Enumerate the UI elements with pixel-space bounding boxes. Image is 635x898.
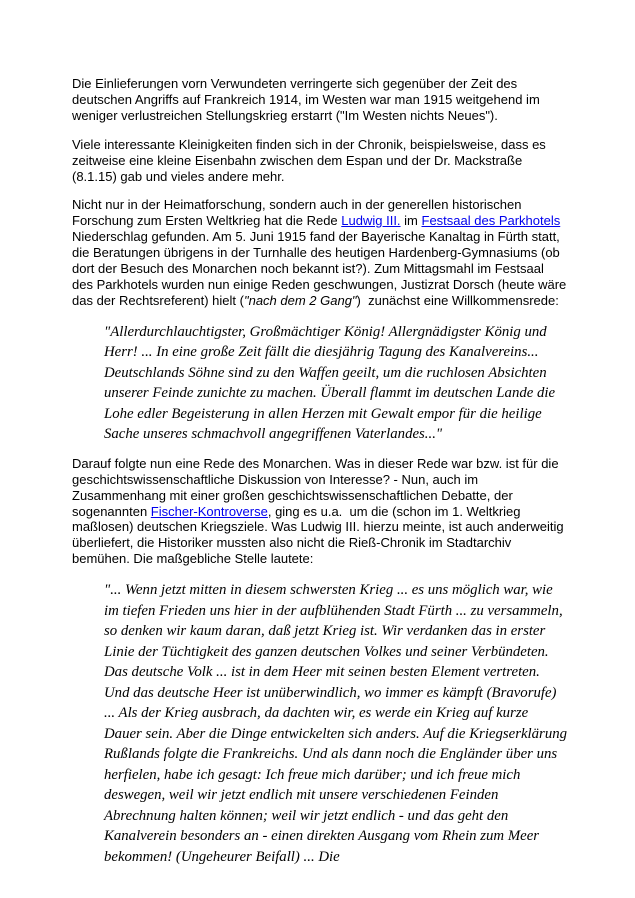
text-run: ) zunächst eine Willkommensrede: [356,292,559,308]
text-run: , ging es u.a. um die (schon im 1. Weltkrieg maßlosen) deutschen Kriegsziele. Was Ludwig III. hierzu meinte, ist auch anderweitig überliefert, die Historiker mussten also nicht die Rieß-Chronik im Stadtarchiv bemühen. Die maßgebliche Stelle lautete: [72,503,568,567]
text-run: Die Einlieferungen vorn Verwundeten verringerte sich gegenüber der Zeit des deutschen Angriffs auf Frankreich 1914, im Westen war man 1915 weitgehend im weniger verlustreichen Stellungskrieg erstarrt ("Im Westen nichts Neues"). [72,76,544,123]
paragraph [72,456,567,567]
text-run: Darauf folgte nun eine Rede des Monarchen. Was in dieser Rede war bzw. ist für die geschichtswissenschaftliche Diskussion von Interesse? - Nun, auch im Zusammenhang mit einer großen geschichtswissenschaftlichen Debatte, der sogenannten [72,455,563,519]
italic-text-run: "nach dem 2 Gang" [243,292,357,308]
text-run: Nicht nur in der Heimatforschung, sondern auch in der generellen historischen Forschung zum Ersten Weltkrieg hat die Rede [72,197,526,229]
hyperlink[interactable]: Ludwig III. [341,213,401,229]
text-run: Niederschlag gefunden. Am 5. Juni 1915 fand der Bayerische Kanaltag in Fürth statt, die Beratungen übrigens in der Turnhalle des heutigen Hardenberg-Gymnasiums (ob dort der Besuch des Monarchen noch bekannt ist?). Zum Mittagsmahl im Festsaal des Parkhotels wurden nun einige Reden geschwungen, Justizrat Dorsch (heute wäre das der Rechtsreferent) hielt ( [72,213,570,308]
quote-block [104,580,571,867]
paragraph [72,137,567,185]
document-content [72,76,571,867]
text-run: Viele interessante Kleinigkeiten finden sich in der Chronik, beispielsweise, dass es zeitweise eine kleine Eisenbahn zwischen dem Espan und der Dr. Mackstraße (8.1.15) gab und vieles andere mehr. [72,136,550,184]
hyperlink[interactable]: Fischer-Kontroverse [150,503,268,519]
paragraph [72,197,570,308]
text-run: im [400,213,422,229]
hyperlink[interactable]: Festsaal des Parkhotels [421,213,561,229]
text-run: "Allerdurchlauchtigster, Großmächtiger König! Allergnädigster König und Herr! ... In eine große Zeit fällt die diesjährig Tagung des Kanalvereins... Deutschlands Söhne sind zu den Waffen geeilt, um die ruchlosen Absichten unserer Feinde zunichte zu machen. Überall flammt im deutschen Lande die Lohe edler Begeisterung in allen Herzen mit Gewalt empor für die heilige Sache unseres schmachvoll angegriffenen Vaterlandes..." [104,323,559,443]
paragraph [72,76,567,124]
text-run: "... Wenn jetzt mitten in diesem schwersten Krieg ... es uns möglich war, wie im tiefen Frieden uns hier in der aufblühenden Stadt Fürth ... zu versammeln, so denken wir kaum daran, daß jetzt Krieg ist. Wir verdanken das in erster Linie der Tüchtigkeit des ganzen deutschen Volkes und seiner Verbündeten. Das deutsche Volk ... ist in dem Heer mit seinen besten Element vertreten. Und das deutsche Heer ist unüberwindlich, wo immer es kämpft (Bravorufe) ... Als der Krieg ausbrach, da dachten wir, es werde ein Krieg auf kurze Dauer sein. Aber die Dinge entwickelten sich anders. Auf die Kriegserklärung Rußlands folgte die Frankreichs. Und als dann noch die Engländer über uns herfielen, habe ich gesagt: Ich freue mich darüber; und ich freue mich deswegen, weil wir jetzt endlich mit unsere verschiedenen Feinden Abrechnung halten können; weil wir jetzt endlich - und das geht den Kanalverein besonders an - einen direkten Ausgang vom Rhein zum Meer bekommen! (Ungeheurer Beifall) ... Die [104,582,571,865]
quote-block [104,322,567,445]
